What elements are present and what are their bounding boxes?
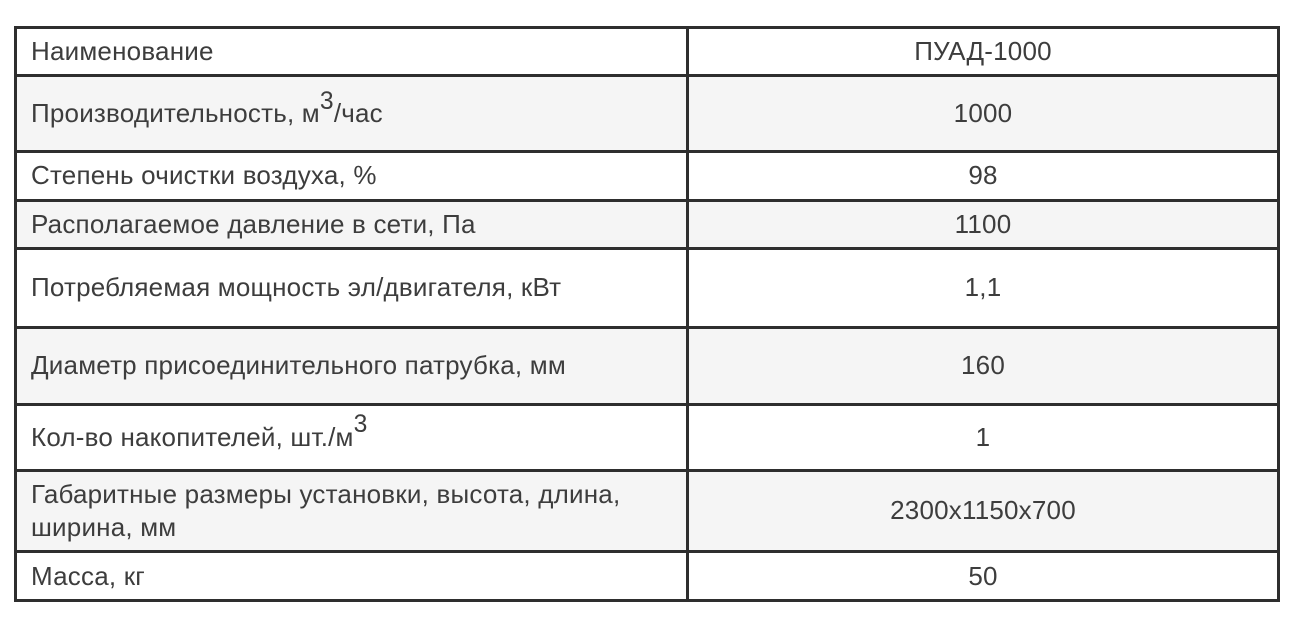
param-label-cell bbox=[16, 404, 688, 470]
param-value-cell: 1000 bbox=[688, 76, 1279, 152]
param-label-cell bbox=[16, 76, 688, 152]
param-value-cell: 98 bbox=[688, 152, 1279, 200]
param-label-cell bbox=[16, 200, 688, 248]
param-label-text: Габаритные размеры установки, высота, длина, ширина, мм bbox=[31, 478, 621, 543]
param-value-cell: 1100 bbox=[688, 200, 1279, 248]
spec-table-body bbox=[16, 28, 1279, 601]
param-label-text: Производительность, м bbox=[31, 98, 320, 129]
param-label-cell bbox=[16, 152, 688, 200]
param-label-text: Располагаемое давление в сети, Па bbox=[31, 208, 476, 239]
param-label-text: Диаметр присоединительного патрубка, мм bbox=[31, 350, 566, 381]
table-row bbox=[16, 248, 1279, 327]
param-label-post: /час bbox=[333, 98, 383, 129]
param-label-text: Потребляемая мощность эл/двигателя, кВт bbox=[31, 272, 562, 303]
param-label-cell bbox=[16, 28, 688, 76]
table-row bbox=[16, 470, 1279, 552]
spec-table bbox=[14, 26, 1280, 602]
table-row bbox=[16, 552, 1279, 601]
table-row bbox=[16, 404, 1279, 470]
table-row bbox=[16, 28, 1279, 76]
param-value-cell: ПУАД-1000 bbox=[688, 28, 1279, 76]
param-label-cell bbox=[16, 552, 688, 601]
param-label-superscript: 3 bbox=[319, 87, 334, 115]
table-row bbox=[16, 152, 1279, 200]
param-label-text: Наименование bbox=[31, 36, 214, 66]
table-row bbox=[16, 327, 1279, 404]
param-label-superscript: 3 bbox=[353, 411, 368, 439]
param-label-cell bbox=[16, 327, 688, 404]
param-label-cell bbox=[16, 248, 688, 327]
param-value-cell: 50 bbox=[688, 552, 1279, 601]
param-label-text: Масса, кг bbox=[31, 560, 145, 591]
table-row bbox=[16, 200, 1279, 248]
table-row bbox=[16, 76, 1279, 152]
param-value-cell: 2300х1150х700 bbox=[688, 470, 1279, 552]
param-label-text: Степень очистки воздуха, % bbox=[31, 160, 377, 191]
param-value-cell: 1,1 bbox=[688, 248, 1279, 327]
param-value-cell: 160 bbox=[688, 327, 1279, 404]
param-label-cell bbox=[16, 470, 688, 552]
param-label-text: Кол-во накопителей, шт./м bbox=[31, 421, 354, 452]
param-value-cell: 1 bbox=[688, 404, 1279, 470]
